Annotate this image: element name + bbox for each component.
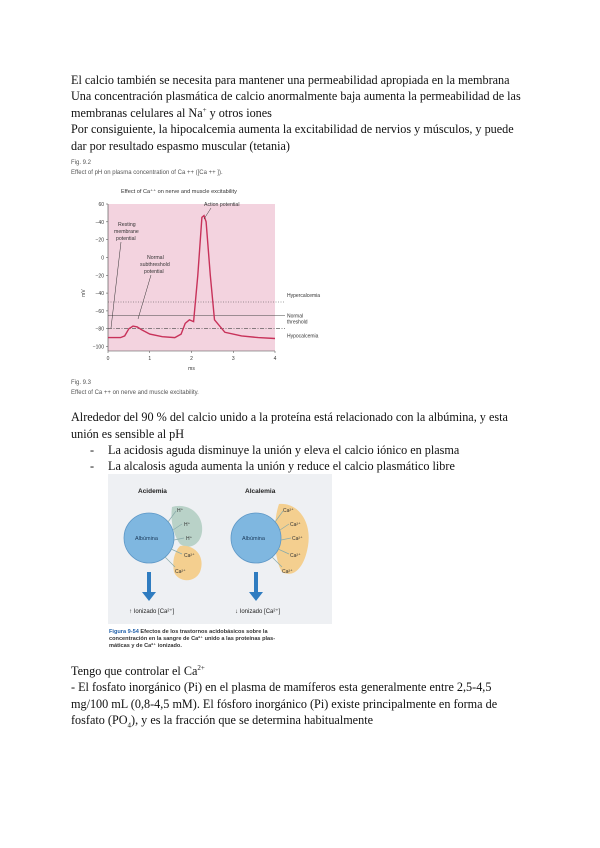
x-axis-label: ms xyxy=(188,366,195,372)
y-tick-label: −20 xyxy=(95,273,104,280)
caption-line: máticas y de Ca²⁺ ionizado. xyxy=(109,643,182,649)
chart-title: Effect of Ca⁺⁺ on nerve and muscle excitability xyxy=(121,189,237,195)
label-resting-2: membrane xyxy=(114,229,139,235)
paragraph-control-calcium xyxy=(71,663,529,680)
label-normal-2: subthreshold xyxy=(140,262,170,268)
albumin-label: Albúmina xyxy=(135,536,158,542)
ion-label: Ca²⁺ xyxy=(282,569,293,575)
y-tick-label: −60 xyxy=(95,308,104,315)
text-fragment: fosfato (PO xyxy=(71,713,128,727)
result-text: Ionizado [Ca²⁺] xyxy=(133,609,175,615)
figure-number: Figura 9-54 xyxy=(109,629,139,635)
ion-label: H⁺ xyxy=(184,522,191,528)
ion-label: Ca²⁺ xyxy=(290,522,301,528)
label-hypocalcemia: Hypocalcemia xyxy=(287,333,319,340)
label-normal-threshold: Normal xyxy=(287,313,304,320)
y-axis-label: mV xyxy=(81,289,87,297)
ion-label: Ca²⁺ xyxy=(290,553,301,559)
y-tick-label: −100 xyxy=(92,344,104,351)
y-tick-label: −80 xyxy=(95,326,104,333)
x-tick-label: 3 xyxy=(231,356,235,362)
text-line: Una concentración plasmática de calcio anormalmente baja aumenta la permeabilidad de las xyxy=(71,89,521,103)
text-fragment: ), y es la fracción que se determina habitualmente xyxy=(131,713,373,727)
fig-label-bottom: Fig. 9.3 xyxy=(71,380,92,386)
result-alcalemia xyxy=(235,608,281,615)
down-arrow-glyph-icon: ↓ xyxy=(235,609,238,615)
label-normal: Normal xyxy=(147,255,164,261)
ion-label: H⁺ xyxy=(186,536,193,542)
up-arrow-icon: ↑ xyxy=(129,609,132,615)
text-fragment: Tengo que controlar el Ca xyxy=(71,664,198,678)
text-line: Alrededor del 90 % del calcio unido a la proteína está relacionado con la albúmina, y esta xyxy=(71,410,508,424)
label-normal-threshold-2: threshold xyxy=(287,319,308,326)
y-tick-label: 0 xyxy=(101,255,104,262)
x-tick-label: 1 xyxy=(148,356,152,362)
acidemia-title: Acidemia xyxy=(138,488,167,495)
text-line: dar por resultado espasmo muscular (tetania) xyxy=(71,138,290,153)
paragraph-phosphate xyxy=(71,679,529,729)
x-tick-label: 2 xyxy=(190,356,193,362)
superscript: 2+ xyxy=(197,663,205,672)
text-fragment: membranas celulares al Na xyxy=(71,105,203,120)
label-resting: Resting xyxy=(118,222,136,228)
paragraph-low-calcium xyxy=(71,88,529,121)
y-tick-label: 60 xyxy=(98,202,104,208)
subscript: 4 xyxy=(127,721,132,730)
alcalemia-title: Alcalemia xyxy=(245,488,276,495)
ion-label: Ca²⁺ xyxy=(292,536,303,542)
y-tick-label: −40 xyxy=(95,291,104,298)
text-line: - El fosfato inorgánico (Pi) en el plasma de mamíferos esta generalmente entre 2,5-4,5 xyxy=(71,680,492,694)
label-resting-3: potential xyxy=(116,236,136,242)
text-line: mg/100 mL (0,8-4,5 mM). El fósforo inorgánico (Pi) existe principalmente en forma de xyxy=(71,696,498,711)
paragraph-hypocalcemia xyxy=(71,121,529,154)
excitability-chart xyxy=(71,156,321,406)
bullet-dash: - xyxy=(90,443,95,457)
text-fragment: y otros iones xyxy=(206,105,272,120)
text-line xyxy=(71,105,529,122)
y-tick-label: −20 xyxy=(95,237,104,244)
text-line: Por consiguiente, la hipocalcemia aumenta la excitabilidad de nervios y músculos, y puede xyxy=(71,122,514,136)
figure-calcium-excitability xyxy=(71,156,321,406)
ion-label: Ca²⁺ xyxy=(283,508,294,514)
paragraph-calcium-permeability xyxy=(71,72,529,89)
paragraph-albumin xyxy=(71,409,529,442)
figure-acidbase-albumin xyxy=(108,474,332,650)
y-tick-label: −40 xyxy=(95,219,104,226)
result-acidemia xyxy=(129,608,175,615)
result-text: Ionizado [Ca²⁺] xyxy=(239,609,281,615)
bullet-dash: - xyxy=(90,459,95,473)
label-normal-3: potential xyxy=(144,269,164,275)
label-action-potential: Action potential xyxy=(204,202,240,208)
albumin-label: Albúmina xyxy=(242,536,265,542)
fig-label-top: Fig. 9.2 xyxy=(71,160,92,166)
x-tick-label: 0 xyxy=(106,356,110,362)
ion-label: H⁺ xyxy=(177,508,184,514)
text-line: El calcio también se necesita para mantener una permeabilidad apropiada en la membrana xyxy=(71,73,510,87)
label-hypercalcemia: Hypercalcemia xyxy=(287,293,321,299)
caption-line xyxy=(109,629,268,635)
ion-label: Ca²⁺ xyxy=(184,553,195,559)
acidbase-diagram xyxy=(108,474,332,650)
caption-top: Effect of pH on plasma concentration of Ca ++ ([Ca ++ ]). xyxy=(71,170,223,176)
caption-line: concentración en la sangre de Ca²⁺ unido a las proteínas plas- xyxy=(109,636,276,642)
superscript: + xyxy=(202,105,207,114)
caption-bottom: Effect of Ca ++ on nerve and muscle excitability. xyxy=(71,390,199,396)
caption-text: Efectos de los trastornos acidobásicos sobre la xyxy=(140,629,268,635)
text-line xyxy=(71,712,529,729)
bullet-text: La alcalosis aguda aumenta la unión y reduce el calcio plasmático libre xyxy=(108,459,455,473)
x-tick-label: 4 xyxy=(273,356,277,362)
bullet-text: La acidosis aguda disminuye la unión y eleva el calcio iónico en plasma xyxy=(108,443,460,457)
ion-label: Ca²⁺ xyxy=(175,569,186,575)
text-line: unión es sensible al pH xyxy=(71,426,185,441)
